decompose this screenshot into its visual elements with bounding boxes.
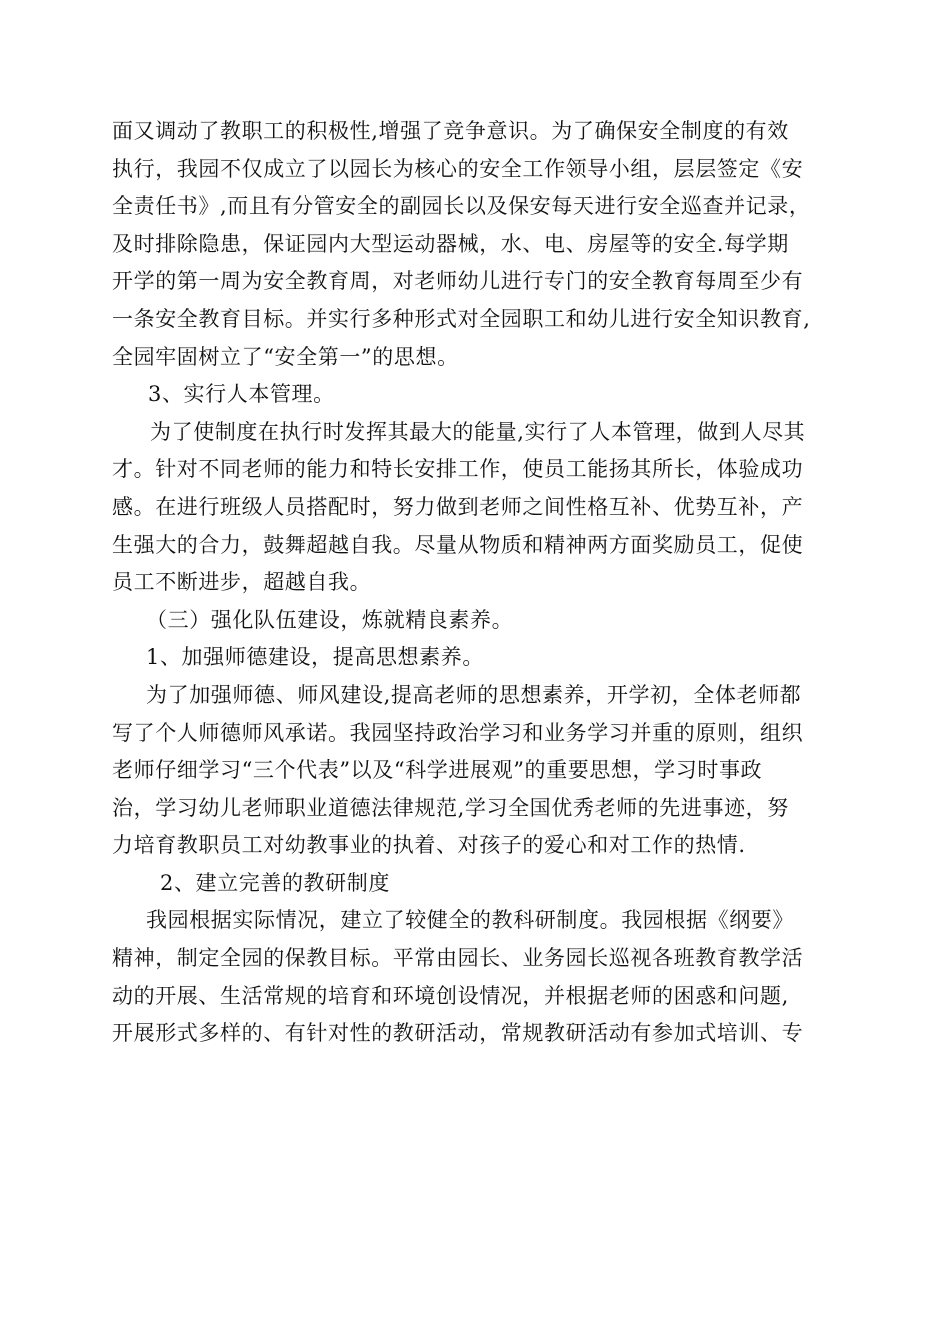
text-line: 员工不断进步，超越自我。 [112,570,372,595]
text-line: 3、实行人本管理。 [148,382,335,407]
text-line: 执行，我园不仅成立了以园长为核心的安全工作领导小组，层层签定《安 [112,156,804,181]
text-line: 力培育教职员工对幼教事业的执着、对孩子的爱心和对工作的热情. [112,833,746,858]
text-line: 1、加强师德建设，提高思想素养。 [146,645,484,670]
text-line: 全责任书》,而且有分管安全的副园长以及保安每天进行安全巡查并记录， [112,194,811,219]
text-line: 为了加强师德、师风建设,提高老师的思想素养，开学初，全体老师都 [146,682,802,707]
text-line: 感。在进行班级人员搭配时，努力做到老师之间性格互补、优势互补，产 [112,494,804,519]
text-line: 开展形式多样的、有针对性的教研活动，常规教研活动有参加式培训、专 [112,1021,804,1046]
text-line: 精神，制定全园的保教目标。平常由园长、业务园长巡视各班教育教学活 [112,946,804,971]
text-line: 一条安全教育目标。并实行多种形式对全园职工和幼儿进行安全知识教育, [112,306,811,331]
text-line: 老师仔细学习“三个代表”以及“科学进展观”的重要思想，学习时事政 [112,758,763,783]
text-line: 才。针对不同老师的能力和特长安排工作，使员工能扬其所长，体验成功 [112,457,804,482]
text-line: 生强大的合力，鼓舞超越自我。尽量从物质和精神两方面奖励员工，促使 [112,532,804,557]
text-line: 面又调动了教职工的积极性,增强了竞争意识。为了确保安全制度的有效 [112,119,789,143]
text-line: 开学的第一周为安全教育周，对老师幼儿进行专门的安全教育每周至少有 [112,269,804,294]
body-text [112,113,852,1053]
text-line: 2、建立完善的教研制度 [160,870,390,895]
text-line: 我园根据实际情况，建立了较健全的教科研制度。我园根据《纲要》 [146,908,794,933]
text-line: 治，学习幼儿老师职业道德法律规范,学习全国优秀老师的先进事迹，努 [112,795,789,820]
text-line: （三）强化队伍建设，炼就精良素养。 [146,607,514,632]
text-line: 为了使制度在执行时发挥其最大的能量,实行了人本管理，做到人尽其 [150,419,806,444]
text-line: 及时排除隐患，保证园内大型运动器械，水、电、房屋等的安全.每学期 [112,231,789,256]
text-line: 写了个人师德师风承诺。我园坚持政治学习和业务学习并重的原则，组织 [112,720,804,745]
text-line: 动的开展、生活常规的培育和环境创设情况，并根据老师的困惑和问题, [112,983,789,1008]
text-line: 全园牢固树立了“安全第一”的思想。 [112,344,459,369]
